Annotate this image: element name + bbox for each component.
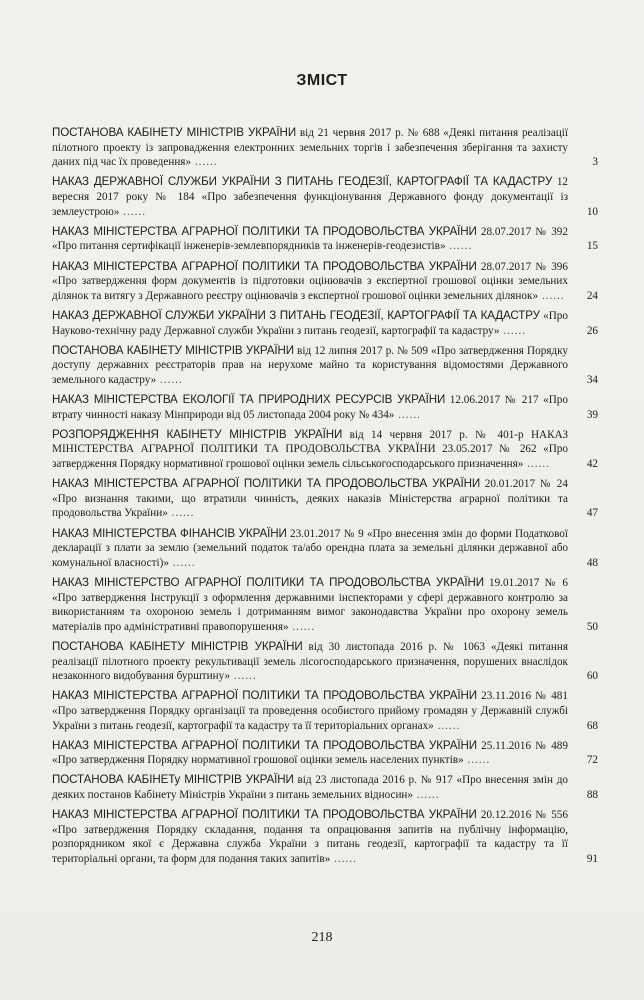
toc-leader-dots: ...... xyxy=(433,719,461,732)
toc-leader-dots: ...... xyxy=(394,408,421,421)
toc-leader-dots: ...... xyxy=(523,458,550,471)
toc-page-number: 24 xyxy=(586,289,598,302)
toc-entry[interactable] xyxy=(52,428,598,472)
toc-entry-heading: НАКАЗ ДЕРЖАВНОЇ СЛУЖБИ УКРАЇНИ З ПИТАНЬ ГЕОДЕЗІЇ, КАРТОГРАФІЇ ТА КАДАСТРУ xyxy=(52,175,553,189)
toc-entry-title: 19.01.2017 № 6 «Про затвердження Інструкції з оформлення державними інспекторами у сфері державного контролю за використанням та охороною земель і дотриманням вимог законодавства України про охорону земель матеріалів про адміністративні правопорушення» xyxy=(52,576,568,633)
toc-entry[interactable] xyxy=(52,640,598,684)
toc-entry[interactable] xyxy=(52,225,598,254)
toc-entry-heading: НАКАЗ МІНІСТЕРСТВА АГРАРНОЇ ПОЛІТИКИ ТА ПРОДОВОЛЬСТВА УКРАЇНИ xyxy=(52,224,477,238)
toc-entry-heading: ПОСТАНОВА КАБІНЕТУ МІНІСТРІВ УКРАЇНИ xyxy=(52,639,303,653)
toc-page-number: 72 xyxy=(586,754,598,767)
toc-entry-heading: НАКАЗ МІНІСТЕРСТВА ФІНАНСІВ УКРАЇНИ xyxy=(52,526,287,540)
toc-entry-heading: НАКАЗ МІНІСТЕРСТВО АГРАРНОЇ ПОЛІТИКИ ТА ПРОДОВОЛЬСТВА УКРАЇНИ xyxy=(52,575,485,589)
toc-leader-dots: ...... xyxy=(499,324,527,337)
toc-entry[interactable] xyxy=(52,527,598,571)
toc-entry-title: від 12 липня 2017 р. № 509 «Про затвердження Порядку доступу державних реєстраторів прав на нерухоме майно та користування відомостями Державного земельного кадастру» xyxy=(52,344,568,386)
toc-entry-heading: ПОСТАНОВА КАБІНЕТУ МІНІСТРІВ УКРАЇНИ xyxy=(52,126,297,139)
toc-leader-dots: ...... xyxy=(330,853,357,866)
toc-entry-heading: НАКАЗ МІНІСТЕРСТВА АГРАРНОЇ ПОЛІТИКИ ТА ПРОДОВОЛЬСТВА УКРАЇНИ xyxy=(52,808,477,822)
toc-entry[interactable] xyxy=(52,576,598,634)
toc-leader-dots: ...... xyxy=(191,156,218,169)
toc-page-number: 47 xyxy=(586,507,598,520)
toc-leader-dots: ...... xyxy=(538,289,565,302)
toc-entry-heading: НАКАЗ ДЕРЖАВНОЇ СЛУЖБИ УКРАЇНИ З ПИТАНЬ ГЕОДЕЗІЇ, КАРТОГРАФІЇ ТА КАДАСТРУ xyxy=(52,308,540,322)
toc-entry-title: від 23 листопада 2016 р. № 917 «Про внесення змін до деяких постанов Кабінету Міністрів України з питань земельних відносин» xyxy=(52,774,568,802)
toc-entry-heading: НАКАЗ МІНІСТЕРСТВА АГРАРНОЇ ПОЛІТИКИ ТА ПРОДОВОЛЬСТВА УКРАЇНИ xyxy=(52,689,478,703)
toc-leader-dots: ...... xyxy=(288,620,316,633)
toc-page-number: 10 xyxy=(586,205,598,218)
toc-entry-title: 12.06.2017 № 217 «Про втрату чинності наказу Мінприроди від 05 листопада 2004 року № 434» xyxy=(52,394,568,421)
toc-page-number: 34 xyxy=(586,373,598,386)
toc-leader-dots: ...... xyxy=(445,240,473,253)
toc-entry-heading: ПОСТАНОВА КАБІНЕТУ МІНІСТРІВ УКРАЇНИ xyxy=(52,343,294,357)
toc-entry-heading: НАКАЗ МІНІСТЕРСТВА АГРАРНОЇ ПОЛІТИКИ ТА ПРОДОВОЛЬСТВА УКРАЇНИ xyxy=(52,477,481,491)
toc-page-number: 26 xyxy=(586,324,598,337)
toc-entry-title: 28.07.2017 № 396 «Про затвердження форм документів із підготовки оцінювачів з експертної грошової оцінки земельних ділянок та витягу з Державного реєстру оцінювачів з експертної грошової оцінки земельних ділянок» xyxy=(52,260,568,302)
toc-entry[interactable] xyxy=(52,739,598,768)
toc-leader-dots: ...... xyxy=(230,670,257,683)
toc-entry[interactable] xyxy=(52,808,598,866)
toc-entry-heading: НАКАЗ МІНІСТЕРСТВА ЕКОЛОГІЇ ТА ПРИРОДНИХ РЕСУРСІВ УКРАЇНИ xyxy=(52,393,446,407)
toc-entry-title: від 30 листопада 2016 р. № 1063 «Деякі питання реалізації пілотного проекту рекультивації земель лісогосподарського призначення, порушених внаслідок незаконного видобування бурштину» xyxy=(52,640,568,683)
toc-page-number: 48 xyxy=(586,556,598,569)
toc-entry-heading: НАКАЗ МІНІСТЕРСТВА АГРАРНОЇ ПОЛІТИКИ ТА ПРОДОВОЛЬСТВА УКРАЇНИ xyxy=(52,738,478,752)
toc-leader-dots: ...... xyxy=(119,205,147,218)
toc-leader-dots: ...... xyxy=(167,507,195,520)
toc-page-number: 60 xyxy=(586,670,598,683)
toc-page-number: 68 xyxy=(586,719,598,732)
toc-leader-dots: ...... xyxy=(463,754,491,767)
toc-entry-title: 25.11.2016 № 489 «Про затвердження Порядку нормативної грошової оцінки земель населених пунктів» xyxy=(52,739,568,767)
toc-entry[interactable] xyxy=(52,773,598,802)
toc-entry-title: 20.12.2016 № 556 «Про затвердження Порядку складання, подання та опрацювання запитів на публічну інформацію, розпорядником якої є Державна служба України з питань геодезії, картографії та кадастру та її територіальні органи, та форм для подання таких запитів» xyxy=(52,809,568,866)
toc-entry-title: 23.01.2017 № 9 «Про внесення змін до форми Податкової декларації з плати за землю (земельний податок та/або орендна плата за земельні ділянки державної або комунальної власності)» xyxy=(52,527,568,569)
toc-entry[interactable] xyxy=(52,260,598,304)
toc-entry-heading: РОЗПОРЯДЖЕННЯ КАБІНЕТУ МІНІСТРІВ УКРАЇНИ xyxy=(52,427,343,441)
toc-leader-dots: ...... xyxy=(156,373,183,386)
toc-page-number: 3 xyxy=(592,156,598,169)
page-title: ЗМІСТ xyxy=(296,72,348,89)
toc-page-number: 50 xyxy=(586,620,598,633)
toc-entry-title: від 14 червня 2017 р. № 401-р НАКАЗ МІНІСТЕРСТВА АГРАРНОЇ ПОЛІТИКИ ТА ПРОДОВОЛЬСТВА УКРАЇНИ 23.05.2017 № 262 «Про затвердження Порядку нормативної грошової оцінки земель сільськогосподарського призначення» xyxy=(52,428,568,471)
toc-entry-title: 20.01.2017 № 24 «Про визнання такими, що втратили чинність, деяких наказів Міністерства аграрної політики та продовольства України» xyxy=(52,478,568,520)
toc-entry[interactable] xyxy=(52,175,598,219)
toc-entry-heading: НАКАЗ МІНІСТЕРСТВА АГРАРНОЇ ПОЛІТИКИ ТА ПРОДОВОЛЬСТВА УКРАЇНИ xyxy=(52,259,477,273)
toc-page-number: 88 xyxy=(586,789,598,802)
toc-entry[interactable] xyxy=(52,689,598,733)
toc-entry[interactable] xyxy=(52,309,598,338)
toc-entry-title: 23.11.2016 № 481 «Про затвердження Порядку організації та проведення особистого прийому громадян у Державній службі України з питань геодезії, картографії та кадастру та її територіальних органах» xyxy=(52,690,568,732)
toc-page-number: 39 xyxy=(586,408,598,421)
toc-entry-title: 12 вересня 2017 року № 184 «Про забезпечення функціонування Державного фонду документації із землеустрою» xyxy=(52,176,569,218)
toc-entry[interactable] xyxy=(52,126,598,170)
toc-leader-dots: ...... xyxy=(413,789,440,802)
toc-page-number: 15 xyxy=(586,240,598,253)
toc-entry-title: від 21 червня 2017 р. № 688 «Деякі питання реалізації пілотного проекту із запровадження електронних земельних торгів і забезпечення зберігання та захисту даних під час їх проведення» xyxy=(52,127,568,169)
toc-entry[interactable] xyxy=(52,477,598,521)
toc-entry-heading: ПОСТАНОВА КАБІНЕТу МІНІСТРІВ УКРАЇНИ xyxy=(52,773,294,787)
toc-page-number: 42 xyxy=(586,458,598,471)
toc-entry-title: 28.07.2017 № 392 «Про питання сертифікації інженерів-землевпорядників та інженерів-геодезистів» xyxy=(52,225,568,253)
toc-leader-dots: ...... xyxy=(168,556,196,569)
toc-entry-title: «Про Науково-технічну раду Державної служби України з питань геодезії, картографії та кадастру» xyxy=(52,309,568,337)
page-number: 218 xyxy=(311,930,333,945)
table-of-contents xyxy=(52,126,598,872)
toc-entry[interactable] xyxy=(52,393,598,422)
toc-page-number: 91 xyxy=(586,853,598,866)
toc-entry[interactable] xyxy=(52,344,598,388)
